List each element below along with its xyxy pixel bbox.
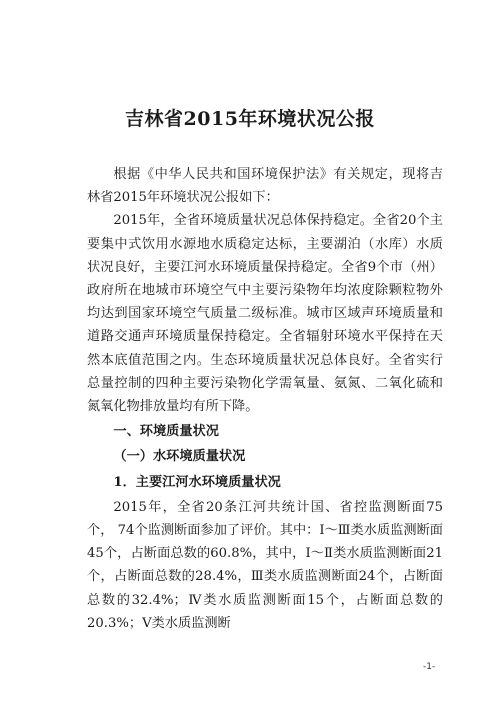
intro-paragraph: 根据《中华人民共和国环境保护法》有关规定，现将吉林省2015年环境状况公报如下： [87,167,443,206]
subsection-heading-water-quality: （一）水环境质量状况 [113,449,246,465]
page-number: -1- [423,662,436,672]
summary-paragraph: 2015年，全省环境质量状况总体保持稳定。全省20个主要集中式饮用水源地水质稳定达标，主要湖泊（水库）水质状况良好，主要江河水环境质量保持稳定。全省9个市（州）政府所在地城市环境空气中主要污染物年均浓度除颗粒物外均达到国家环境空气质量二级标准。城市区域声环境质量和道路交通声环境质量保持稳定。全省辐射环境水平保持在天然本底值范围之内。生态环境质量状况总体良好。全省实行总量控制的四种主要污染物化学需氧量、氨氮、二氧化硫和氮氧化物排放量均有所下降。 [87,213,443,415]
document-title: 吉林省2015年环境状况公报 [125,108,375,130]
document-body [87,163,443,635]
rivers-paragraph: 2015年，全省20条江河共统计国、省控监测断面75个， 74个监测断面参加了评价。其中：Ⅰ～Ⅲ类水质监测断面45个，占断面总数的60.8%，其中，Ⅰ～Ⅱ类水质监测断面21个，占断面总数的28.4%，Ⅲ类水质监测断面24个，占断面总数的32.4%；Ⅳ类水质监测断面15个，占断面总数的20.3%；Ⅴ类水质监测断 [87,499,443,631]
section-heading-environment-quality: 一、环境质量状况 [113,424,219,440]
subsubsection-heading-rivers: 1．主要江河水环境质量状况 [113,474,281,490]
